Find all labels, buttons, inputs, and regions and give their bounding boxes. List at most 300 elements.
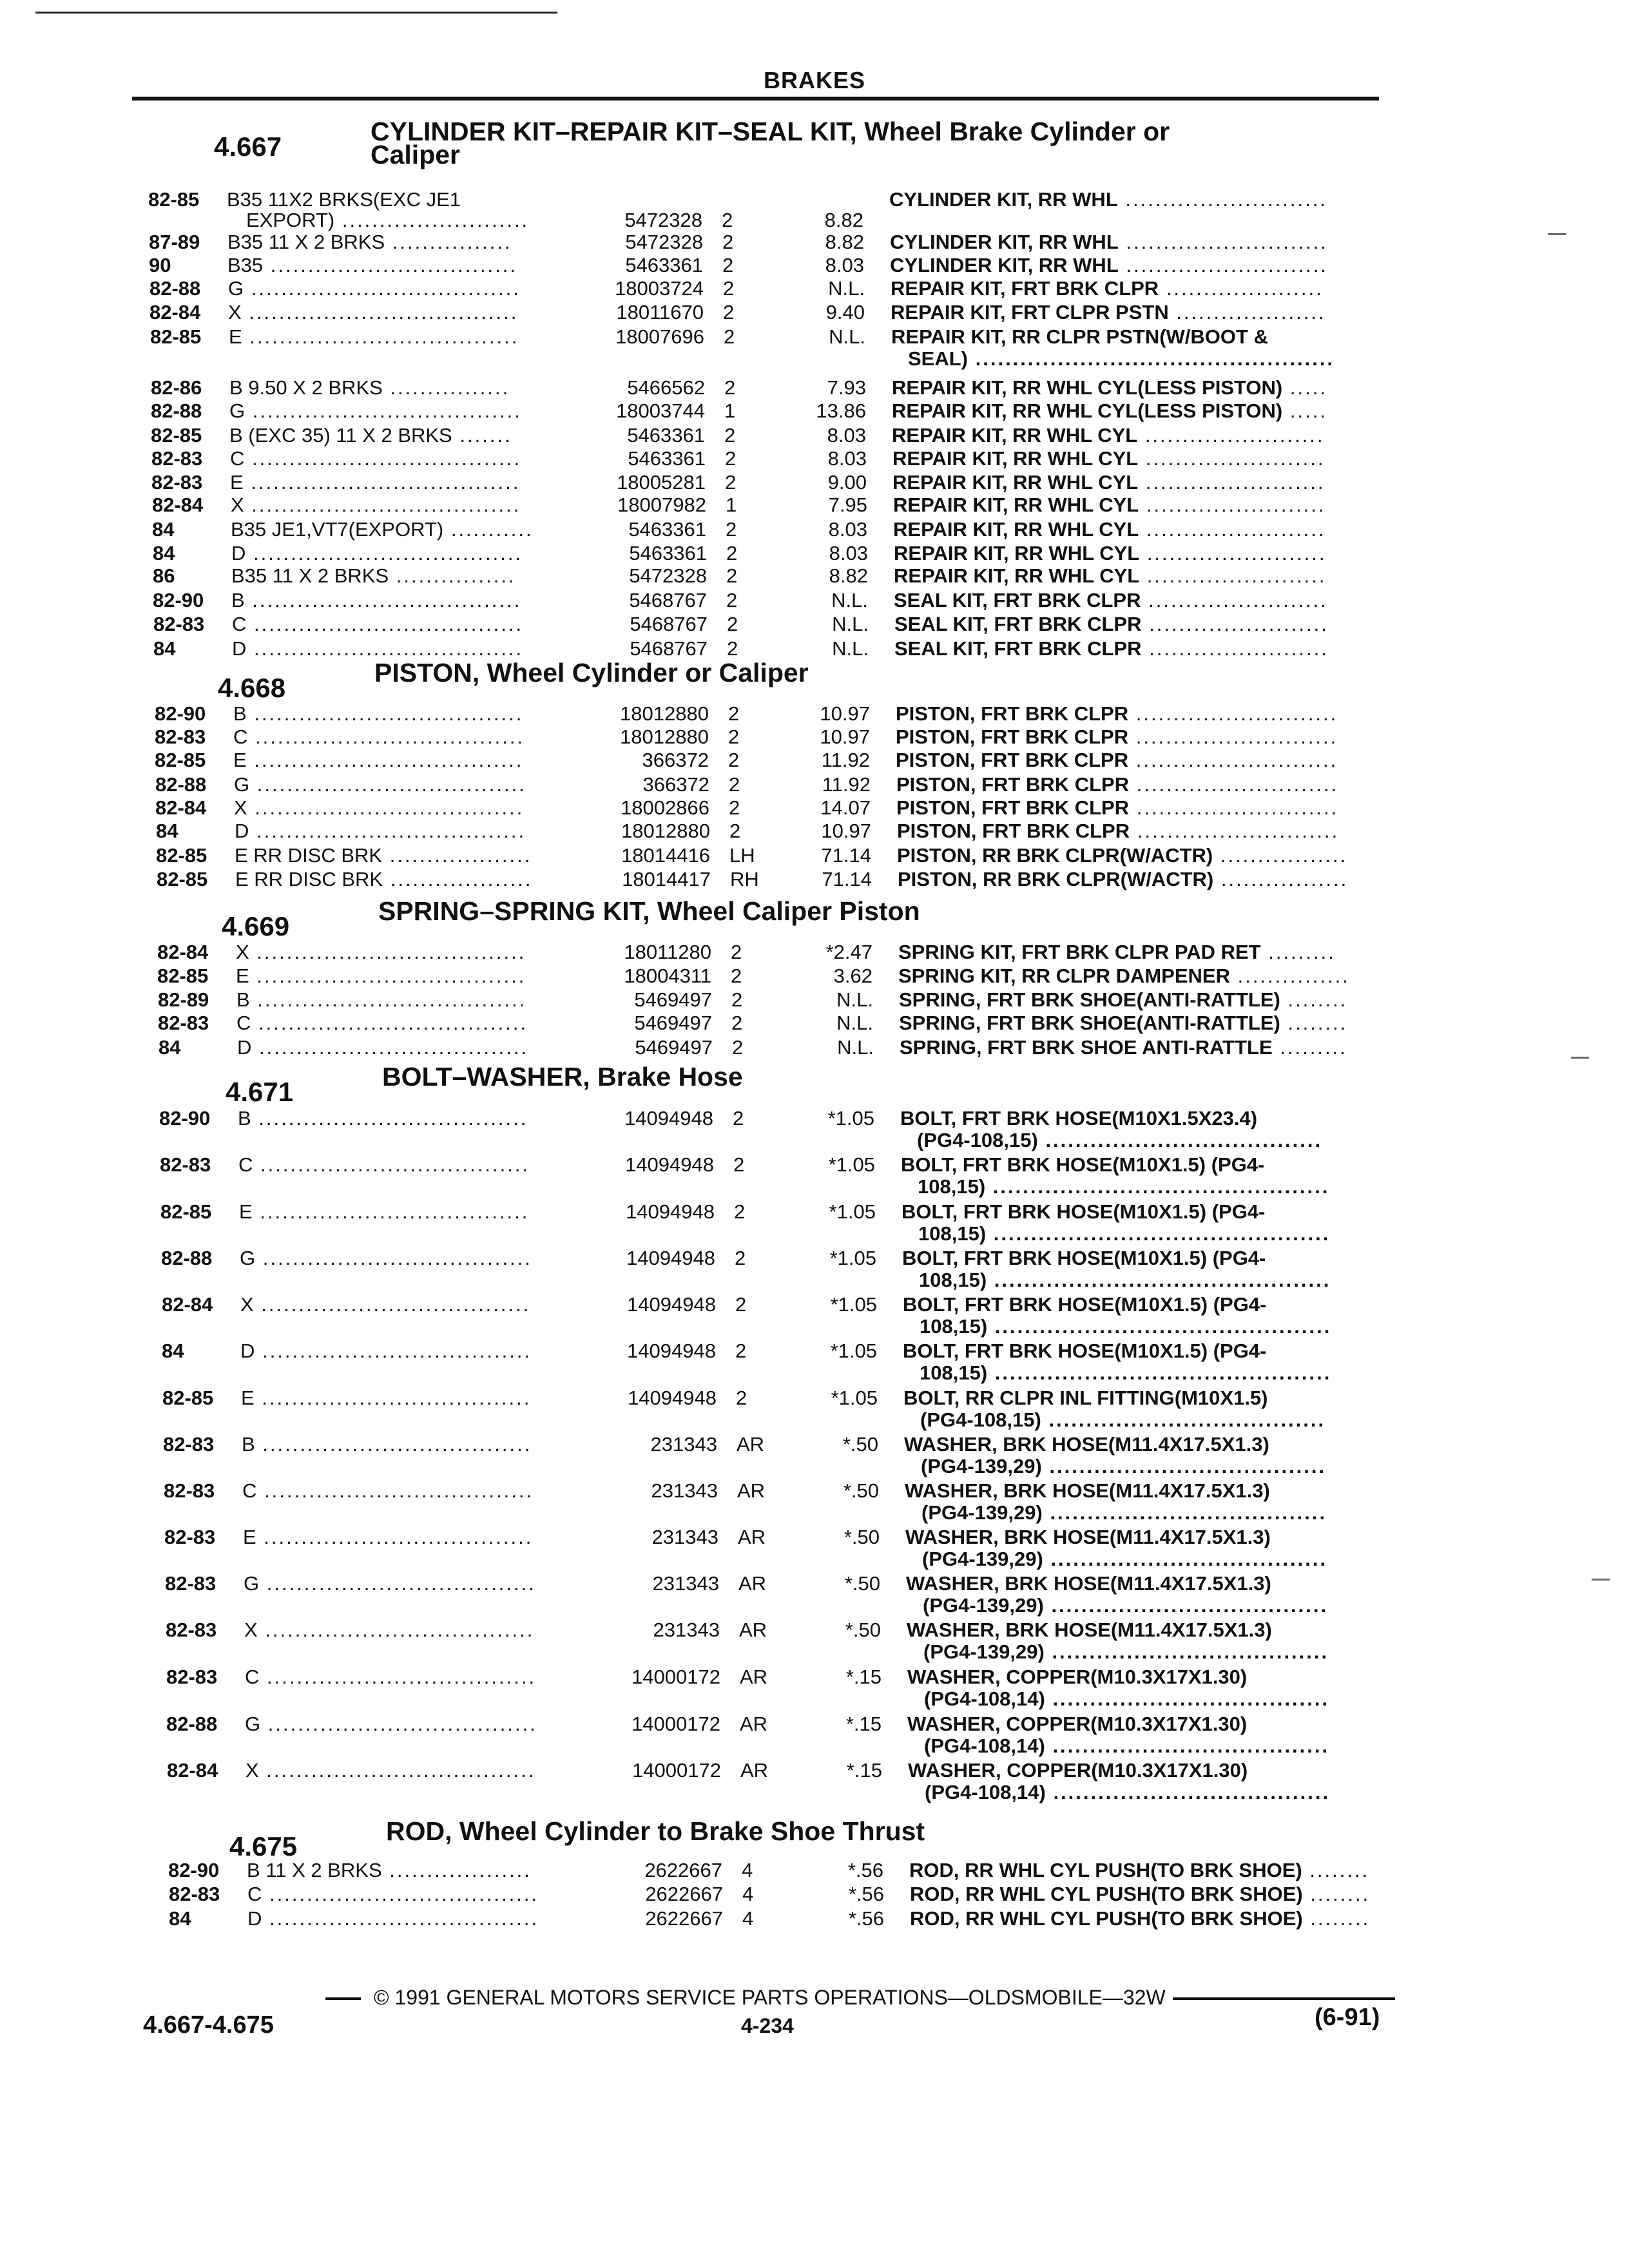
quantity: 2 [731, 941, 742, 963]
part-number: 18007696 [615, 325, 704, 348]
table-row [3, 447, 1629, 473]
part-number: 18014416 [621, 844, 710, 867]
part-number: 231343 [653, 1619, 720, 1641]
model-text: G [244, 1572, 260, 1595]
leader-dots: .................................... [255, 1247, 532, 1269]
leader-dots: .................................... [257, 1619, 535, 1641]
description-continuation-text: (PG4-108,14) [925, 1781, 1046, 1803]
part-number: 14094948 [626, 1247, 715, 1269]
price: *1.05 [830, 1293, 877, 1316]
model-applicability [240, 1247, 532, 1270]
leader-dots: ........... [443, 518, 534, 541]
description-text: BOLT, FRT BRK HOSE(M10X1.5) (PG4- [903, 1340, 1267, 1362]
quantity: 2 [725, 471, 737, 494]
part-number: 18007982 [617, 494, 706, 516]
quantity: 2 [727, 613, 738, 635]
leader-dots: ........................ [1139, 564, 1327, 587]
description-text: REPAIR KIT, RR WHL CYL [893, 518, 1139, 541]
model-text: B 9.50 X 2 BRKS [229, 376, 383, 399]
model-text: C [245, 1666, 260, 1688]
description-continuation-text: (PG4-139,29) [923, 1640, 1045, 1663]
model-year: 82-85 [155, 749, 206, 771]
table-row [15, 1479, 1629, 1524]
leader-dots: ......... [1260, 941, 1336, 963]
part-number: 14000172 [631, 1713, 720, 1735]
part-number: 18003724 [615, 277, 704, 300]
model-year: 82-85 [157, 868, 208, 890]
quantity: AR [740, 1666, 768, 1688]
model-applicability [245, 1666, 536, 1689]
model-year: 84 [159, 1036, 181, 1059]
description-continuation-text: (PG4-139,29) [921, 1501, 1043, 1524]
price: 11.92 [821, 749, 870, 771]
table-row [5, 613, 1629, 639]
description-text: ROD, RR WHL CYL PUSH(TO BRK SHOE) [910, 1907, 1303, 1930]
leader-dots: ..................................... [1041, 1408, 1326, 1431]
model-applicability [246, 1759, 535, 1782]
part-number: 5468767 [629, 589, 707, 611]
part-number: 5468767 [630, 637, 708, 660]
quantity: 2 [724, 424, 736, 447]
table-row [3, 376, 1629, 402]
leader-dots: ................... [382, 844, 532, 867]
part-number: 231343 [651, 1479, 718, 1502]
description-continuation-text: SEAL) [908, 347, 968, 370]
leader-dots: .................................... [251, 1107, 528, 1129]
model-applicability [229, 424, 512, 447]
part-description [907, 1713, 1330, 1757]
model-year: 82-83 [166, 1666, 218, 1688]
model-year: 84 [156, 820, 178, 842]
leader-dots: .................................... [242, 325, 519, 348]
model-year: 82-83 [153, 613, 205, 635]
leader-dots: ......... [1272, 1036, 1347, 1059]
quantity: 2 [724, 376, 736, 399]
model-text: X [240, 1293, 254, 1316]
model-year: 82-85 [151, 424, 202, 447]
description-continuation-text: 108,15) [920, 1315, 988, 1338]
part-number: 18012880 [621, 820, 710, 842]
description-text: BOLT, RR CLPR INL FITTING(M10X1.5) [903, 1387, 1268, 1409]
quantity: 1 [724, 399, 736, 422]
model-applicability [246, 209, 529, 232]
model-applicability [228, 277, 521, 300]
footer-rule-right [1173, 1997, 1395, 2000]
part-number: 2622667 [645, 1883, 723, 1905]
model-year: 82-83 [151, 447, 203, 470]
description-text: BOLT, FRT BRK HOSE(M10X1.5) (PG4- [901, 1153, 1265, 1176]
model-text: C [238, 1153, 253, 1176]
table-row [7, 773, 1629, 799]
model-year: 84 [152, 518, 175, 541]
leader-dots: ........................ [1139, 542, 1327, 564]
leader-dots: .................................... [253, 1153, 530, 1176]
part-number: 14094948 [627, 1293, 716, 1316]
description-text: WASHER, BRK HOSE(M11.4X17.5X1.3) [904, 1433, 1269, 1456]
model-text: X [231, 494, 244, 516]
quantity: 2 [726, 518, 737, 541]
description-continuation-text: (PG4-108,14) [924, 1687, 1045, 1710]
leader-dots: ........................... [1117, 188, 1327, 211]
table-row [4, 494, 1629, 519]
leader-dots: ........................... [1128, 702, 1338, 725]
leader-dots: .................................... [246, 637, 524, 660]
model-applicability [247, 1883, 539, 1906]
part-number: 5469497 [634, 988, 712, 1011]
leader-dots: .................................... [260, 1713, 537, 1735]
leader-dots: ........................... [1129, 796, 1339, 819]
part-number: 5463361 [628, 518, 706, 541]
part-number: 18011670 [616, 301, 704, 323]
leader-dots: ..................................... [1045, 1735, 1330, 1757]
description-text: WASHER, COPPER(M10.3X17X1.30) [907, 1666, 1248, 1688]
footer-rule-left [325, 1997, 361, 2000]
part-number: 18004311 [624, 965, 711, 987]
description-text: PISTON, FRT BRK CLPR [896, 702, 1129, 725]
part-description [889, 188, 1327, 211]
quantity: AR [739, 1619, 767, 1641]
model-year: 82-90 [155, 702, 206, 725]
price: N.L. [836, 1012, 873, 1034]
part-description [900, 1107, 1323, 1151]
part-number: 14094948 [625, 1153, 714, 1176]
section-title [374, 658, 809, 687]
description-continuation [920, 1361, 1331, 1385]
part-description [904, 1433, 1327, 1477]
model-year: 82-88 [166, 1713, 218, 1735]
model-applicability [227, 188, 461, 211]
model-text: C [232, 613, 247, 635]
leader-dots: ........ [1280, 1012, 1348, 1034]
price: *1.05 [827, 1107, 874, 1129]
table-row [12, 1153, 1629, 1198]
model-applicability [242, 1479, 534, 1503]
leader-dots: ............................................. [987, 1361, 1332, 1384]
model-text: G [234, 773, 250, 796]
leader-dots: .................................... [249, 988, 527, 1011]
model-year: 82-83 [160, 1153, 211, 1176]
leader-dots: ........................ [1138, 471, 1325, 494]
description-text: ROD, RR WHL CYL PUSH(TO BRK SHOE) [909, 1859, 1302, 1881]
quantity: 4 [742, 1859, 753, 1881]
part-description [896, 702, 1338, 726]
part-number: 14094948 [626, 1200, 715, 1223]
description-continuation-text: (PG4-139,29) [923, 1594, 1044, 1617]
part-number: 14000172 [631, 1666, 720, 1688]
description-text: ROD, RR WHL CYL PUSH(TO BRK SHOE) [910, 1883, 1303, 1905]
model-applicability [235, 844, 532, 867]
description-text: REPAIR KIT, FRT BRK CLPR [891, 277, 1159, 300]
price: *.56 [847, 1859, 883, 1881]
section-title [371, 117, 1170, 169]
section-number: 4.671 [226, 1077, 294, 1107]
model-text: C [236, 1012, 251, 1034]
leader-dots: .................................... [244, 447, 522, 470]
model-applicability [236, 965, 526, 988]
part-description [893, 494, 1326, 517]
section-number: 4.668 [218, 673, 286, 703]
table-row [11, 1107, 1629, 1151]
quantity: AR [738, 1526, 766, 1548]
section-title-line: SPRING–SPRING KIT, Wheel Caliper Piston [378, 896, 920, 926]
price: 71.14 [821, 844, 871, 867]
table-row [1, 301, 1629, 327]
description-text: REPAIR KIT, RR WHL CYL [894, 542, 1140, 564]
table-row [14, 1293, 1629, 1338]
footer-page-number: 4-234 [741, 2014, 794, 2037]
model-text: X [236, 941, 249, 963]
part-description [903, 1340, 1332, 1384]
table-row [13, 1247, 1629, 1291]
part-description [892, 471, 1325, 494]
model-text: C [247, 1883, 262, 1905]
table-row [17, 1572, 1629, 1617]
part-description [898, 965, 1350, 988]
section-title-line: PISTON, Wheel Cylinder or Caliper [374, 658, 809, 687]
model-text: E RR DISC BRK [235, 844, 383, 867]
table-row [9, 965, 1629, 990]
part-description [892, 376, 1327, 399]
description-continuation [918, 1222, 1330, 1245]
model-applicability [227, 254, 517, 277]
model-text: X [246, 1759, 259, 1782]
price: *2.47 [825, 941, 872, 963]
part-description [898, 941, 1336, 964]
quantity: 2 [723, 277, 735, 300]
footer-copyright: © 1991 GENERAL MOTORS SERVICE PARTS OPERATIONS—OLDSMOBILE—32W [374, 1986, 1166, 2009]
price: N.L. [829, 325, 865, 348]
section-title-line: BOLT–WASHER, Brake Hose [382, 1062, 743, 1091]
part-description [894, 564, 1327, 588]
leader-dots: ....... [452, 424, 512, 447]
quantity: 2 [725, 447, 737, 470]
part-number: 18002866 [621, 796, 709, 819]
table-row [10, 988, 1629, 1014]
description-text: BOLT, FRT BRK HOSE(M10X1.5) (PG4- [903, 1293, 1267, 1316]
part-description [894, 613, 1329, 636]
price: *.50 [845, 1619, 881, 1641]
part-number: 2622667 [645, 1907, 723, 1930]
quantity: 2 [722, 209, 733, 231]
model-applicability [230, 447, 521, 470]
price: 8.03 [828, 518, 867, 541]
leader-dots: .................................... [255, 1340, 532, 1362]
table-row [15, 1433, 1629, 1477]
description-text: SEAL KIT, FRT BRK CLPR [894, 589, 1141, 611]
quantity: 4 [742, 1907, 754, 1930]
leader-dots: .................... [1168, 301, 1326, 323]
table-row [5, 637, 1629, 663]
leader-dots: ..................................... [1044, 1640, 1329, 1663]
table-row [5, 589, 1629, 615]
model-text: E [236, 965, 249, 987]
leader-dots: .................................... [244, 589, 522, 611]
description-text: REPAIR KIT, RR CLPR PSTN(W/BOOT & [891, 325, 1268, 348]
description-continuation [924, 1687, 1329, 1711]
price: *.50 [844, 1572, 880, 1595]
quantity: 2 [728, 702, 740, 725]
model-year: 82-83 [158, 1012, 209, 1034]
footer-date: (6-91) [1315, 2004, 1380, 2031]
description-continuation [921, 1455, 1326, 1478]
description-continuation [920, 1315, 1331, 1338]
part-number: 18003744 [616, 399, 705, 422]
quantity: 2 [722, 231, 734, 253]
model-applicability [243, 1526, 533, 1549]
table-row [7, 796, 1629, 822]
part-description [907, 1619, 1329, 1663]
quantity: 2 [732, 1036, 744, 1059]
part-number: 14000172 [632, 1759, 721, 1782]
leader-dots: .................................... [245, 399, 522, 422]
description-text: BOLT, FRT BRK HOSE(M10X1.5) (PG4- [902, 1247, 1266, 1269]
model-year: 82-84 [155, 796, 207, 819]
model-text: B [233, 702, 247, 725]
section-title [378, 896, 920, 926]
part-number: 18005281 [617, 471, 706, 494]
part-description [901, 1200, 1331, 1245]
price: 13.86 [816, 399, 866, 422]
part-description [899, 1012, 1347, 1035]
part-description [901, 1153, 1330, 1198]
part-description [894, 542, 1327, 565]
quantity: RH [730, 868, 759, 890]
table-row [18, 1713, 1629, 1757]
part-description [892, 447, 1325, 470]
part-description [890, 254, 1328, 277]
model-applicability [229, 399, 522, 423]
section-number: 4.669 [222, 911, 290, 941]
part-description [891, 301, 1326, 324]
quantity: 2 [726, 542, 738, 564]
leader-dots: .................................... [258, 1759, 536, 1782]
model-applicability [231, 518, 534, 541]
model-applicability [237, 1036, 528, 1059]
model-text: E RR DISC BRK [235, 868, 383, 890]
description-text: PISTON, FRT BRK CLPR [896, 749, 1129, 771]
price: 8.03 [825, 254, 864, 276]
model-text: E [229, 325, 242, 348]
model-year: 90 [149, 254, 171, 276]
model-applicability [233, 749, 523, 772]
model-applicability [236, 941, 526, 964]
description-text: REPAIR KIT, RR WHL CYL [892, 471, 1139, 494]
leader-dots: .................................... [259, 1572, 536, 1595]
description-text: PISTON, RR BRK CLPR(W/ACTR) [897, 844, 1213, 867]
leader-dots: ............................................. [987, 1315, 1332, 1338]
quantity: 2 [735, 1340, 747, 1362]
model-applicability [228, 301, 518, 324]
description-text: REPAIR KIT, RR WHL CYL [893, 494, 1139, 516]
leader-dots: .................................... [262, 1883, 539, 1905]
leader-dots: ........................... [1130, 820, 1340, 842]
leader-dots: .................................... [247, 796, 525, 819]
description-continuation [923, 1594, 1328, 1617]
price: *.56 [848, 1883, 884, 1905]
part-number: 5469497 [635, 1036, 713, 1059]
footer-section-range: 4.667-4.675 [143, 2012, 274, 2039]
model-year: 82-83 [169, 1883, 220, 1905]
model-applicability [239, 1200, 529, 1224]
model-year: 82-83 [165, 1572, 217, 1595]
part-number: 14094948 [624, 1107, 713, 1129]
section-title [382, 1062, 743, 1091]
table-row [5, 542, 1629, 568]
leader-dots: .................................... [249, 820, 526, 842]
part-description [909, 1859, 1369, 1882]
part-description [892, 399, 1327, 423]
part-description [905, 1526, 1328, 1570]
part-description [891, 277, 1324, 300]
table-row [6, 726, 1629, 751]
price: N.L. [831, 589, 868, 611]
leader-dots: ............................................. [987, 1269, 1331, 1291]
leader-dots: ................... [383, 868, 533, 890]
part-number: 2622667 [644, 1859, 722, 1881]
model-year: 86 [153, 564, 175, 587]
model-year: 82-89 [158, 988, 209, 1011]
description-text: SPRING, FRT BRK SHOE(ANTI-RATTLE) [899, 1012, 1280, 1034]
price: 8.03 [829, 542, 868, 564]
table-row [12, 1200, 1629, 1245]
quantity: 2 [726, 589, 738, 611]
leader-dots: ........................ [1138, 447, 1325, 470]
price: 7.93 [827, 376, 866, 399]
leader-dots: ........................ [1141, 589, 1328, 611]
description-text: SEAL KIT, FRT BRK CLPR [894, 637, 1142, 660]
quantity: 2 [735, 1247, 746, 1269]
model-applicability [233, 726, 525, 749]
price: 7.95 [828, 494, 867, 516]
model-applicability [247, 1859, 532, 1882]
model-applicability [245, 1713, 537, 1736]
part-description [896, 749, 1338, 772]
leader-dots: ............................................. [986, 1222, 1331, 1245]
table-row [10, 1036, 1629, 1062]
leader-dots: .................................... [255, 1433, 532, 1456]
section-title-line: ROD, Wheel Cylinder to Brake Shoe Thrust [386, 1816, 925, 1846]
model-text: D [247, 1907, 262, 1930]
table-row [2, 325, 1629, 370]
model-text: EXPORT) [246, 209, 335, 231]
price: *.15 [846, 1759, 882, 1782]
description-text: REPAIR KIT, RR WHL CYL(LESS PISTON) [892, 376, 1283, 399]
quantity: 2 [733, 1107, 744, 1129]
description-text: BOLT, FRT BRK HOSE(M10X1.5) (PG4- [901, 1200, 1266, 1223]
model-year: 82-90 [153, 589, 204, 611]
part-number: 5472328 [629, 564, 707, 587]
part-number: 231343 [650, 1433, 717, 1456]
model-text: B35 11 X 2 BRKS [227, 231, 385, 253]
leader-dots: ........................... [1118, 254, 1328, 276]
part-description [891, 325, 1335, 370]
model-year: 82-83 [164, 1526, 216, 1548]
model-year: 82-83 [166, 1619, 217, 1641]
description-continuation [924, 1735, 1329, 1758]
description-continuation [925, 1781, 1330, 1804]
leader-dots: ..... [1282, 399, 1327, 422]
table-row [21, 1907, 1629, 1933]
table-row [1, 277, 1629, 303]
model-applicability [232, 613, 523, 636]
leader-dots: .................................... [251, 1012, 528, 1034]
description-text: REPAIR KIT, FRT CLPR PSTN [891, 301, 1169, 323]
description-continuation [919, 1269, 1331, 1292]
leader-dots: .................................... [251, 1036, 529, 1059]
table-row [17, 1619, 1629, 1663]
description-text: WASHER, BRK HOSE(M11.4X17.5X1.3) [906, 1572, 1271, 1595]
description-continuation-text: (PG4-139,29) [922, 1548, 1043, 1570]
